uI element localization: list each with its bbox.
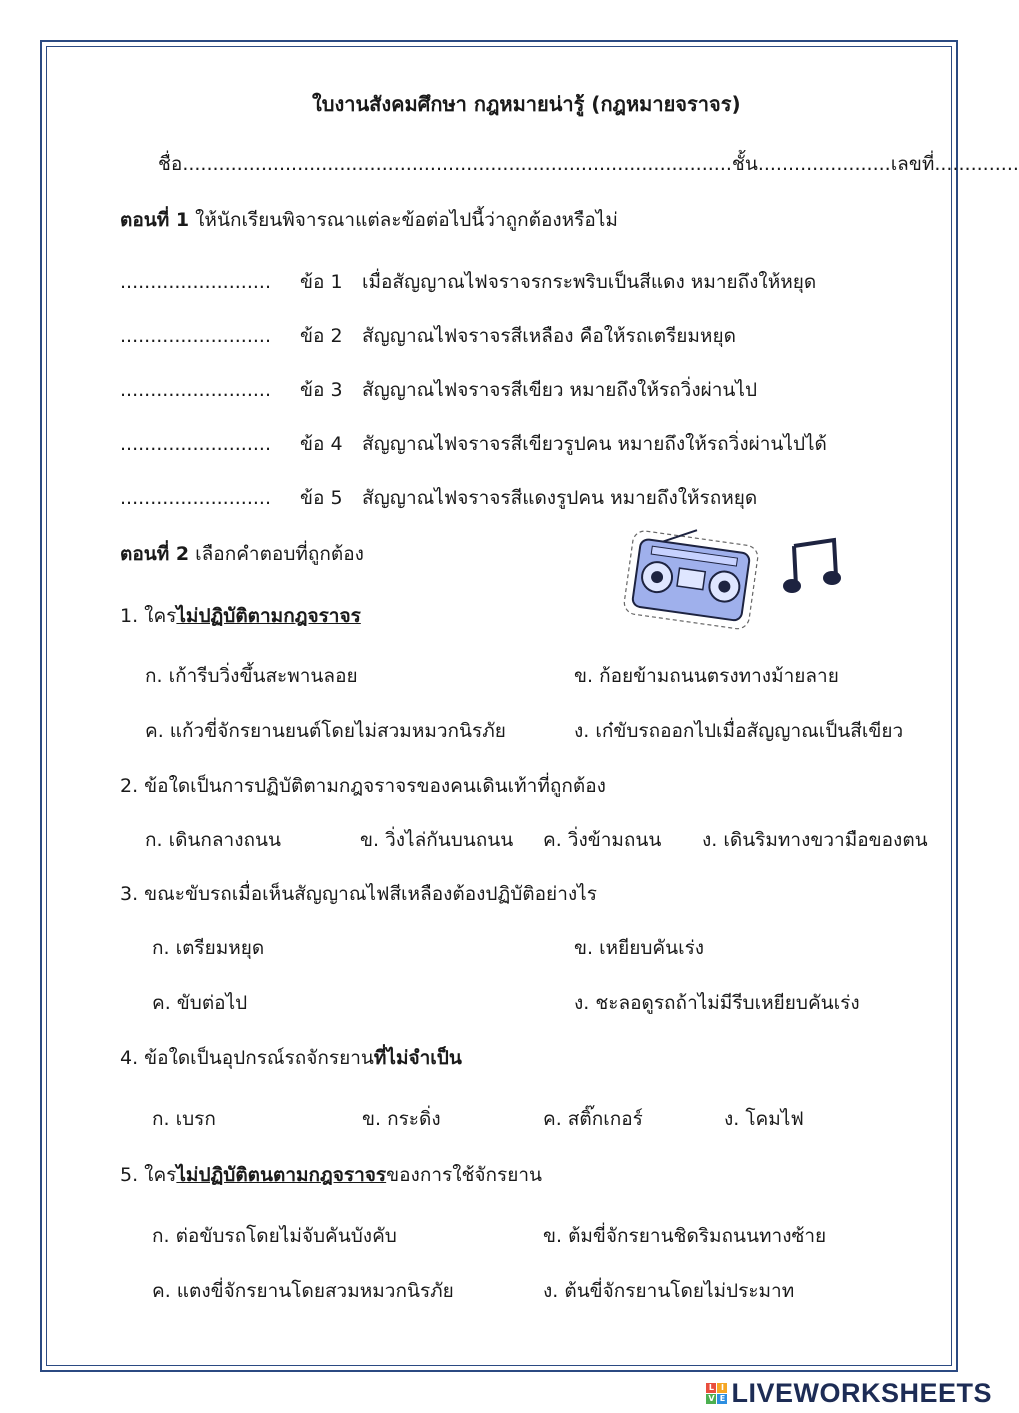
radio-sticker-icon	[618, 522, 766, 638]
answer-blank[interactable]: .........................	[120, 379, 271, 401]
music-note-icon	[776, 536, 848, 600]
worksheet-title: ใบงานสังคมศึกษา กฎหมายน่ารู้ (กฎหมายจราจร)	[312, 92, 741, 116]
choice-option[interactable]: ค. แตงขี่จักรยานโดยสวมหมวกนิรภัย	[152, 1280, 454, 1302]
item-label: ข้อ 1	[300, 271, 343, 293]
item-label: ข้อ 2	[300, 325, 343, 347]
choice-option[interactable]: ก. เตรียมหยุด	[152, 937, 265, 959]
part1-instruction: ให้นักเรียนพิจารณาแต่ละข้อต่อไปนี้ว่าถูกต้องหรือไม่	[195, 209, 618, 231]
part1-heading: ตอนที่ 1	[120, 209, 190, 231]
part2-heading: ตอนที่ 2	[120, 543, 190, 565]
question-5	[120, 1163, 542, 1187]
name-blank[interactable]: ...........................................................................................	[182, 153, 732, 175]
class-blank[interactable]: ......................	[757, 153, 891, 175]
choice-option[interactable]: ค. สติ๊กเกอร์	[543, 1108, 643, 1130]
choice-option[interactable]: ก. เก้ารีบวิ่งขึ้นสะพานลอย	[145, 665, 358, 687]
choice-option[interactable]: ข. ก้อยข้ามถนนตรงทางม้ายลาย	[574, 665, 839, 687]
question-4	[120, 1046, 462, 1070]
choice-option[interactable]: ข. กระดิ่ง	[362, 1108, 441, 1130]
item-statement: สัญญาณไฟจราจรสีเขียวรูปคน หมายถึงให้รถวิ่งผ่านไปได้	[362, 433, 827, 455]
choice-option[interactable]: ง. เก๋ขับรถออกไปเมื่อสัญญาณเป็นสีเขียว	[574, 720, 904, 742]
choice-option[interactable]: ข. เหยียบคันเร่ง	[574, 937, 705, 959]
brand-logo-icon: L I V E	[706, 1383, 727, 1404]
item-label: ข้อ 3	[300, 379, 343, 401]
item-label: ข้อ 5	[300, 487, 343, 509]
answer-blank[interactable]: .........................	[120, 487, 271, 509]
class-label: ชั้น	[731, 153, 758, 175]
question-emphasis: ไม่ปฏิบัติตนตามกฎจราจร	[176, 1164, 387, 1186]
choice-option[interactable]: ข. ต้มขี่จักรยานชิดริมถนนทางซ้าย	[543, 1225, 827, 1247]
choice-option[interactable]: ค. ขับต่อไป	[152, 992, 248, 1014]
answer-blank[interactable]: .........................	[120, 271, 271, 293]
answer-blank[interactable]: .........................	[120, 325, 271, 347]
question-3: 3. ขณะขับรถเมื่อเห็นสัญญาณไฟสีเหลืองต้องปฏิบัติอย่างไร	[120, 883, 597, 905]
item-statement: เมื่อสัญญาณไฟจราจรกระพริบเป็นสีแดง หมายถึงให้หยุด	[362, 271, 817, 293]
number-blank[interactable]: ..............	[934, 153, 1019, 175]
part2-instruction: เลือกคำตอบที่ถูกต้อง	[195, 543, 364, 565]
name-label: ชื่อ	[158, 153, 183, 175]
liveworksheets-brand	[706, 1378, 992, 1409]
answer-blank[interactable]: .........................	[120, 433, 271, 455]
question-text: 1. ใคร	[120, 605, 177, 627]
item-statement: สัญญาณไฟจราจรสีเหลือง คือให้รถเตรียมหยุด	[362, 325, 736, 347]
question-text: 5. ใคร	[120, 1164, 177, 1186]
part1-header	[120, 208, 618, 232]
brand-text: LIVEWORKSHEETS	[731, 1378, 992, 1408]
question-2: 2. ข้อใดเป็นการปฏิบัติตามกฎจราจรของคนเดินเท้าที่ถูกต้อง	[120, 775, 606, 797]
name-line	[158, 152, 1019, 176]
choice-option[interactable]: ค. แก้วขี่จักรยานยนต์โดยไม่สวมหมวกนิรภัย	[145, 720, 506, 742]
choice-option[interactable]: ง. เดินริมทางขวามือของตน	[702, 829, 928, 851]
part2-header	[120, 542, 364, 566]
question-emphasis: ที่ไม่จำเป็น	[373, 1047, 462, 1069]
choice-option[interactable]: ข. วิ่งไล่กันบนถนน	[360, 829, 514, 851]
choice-option[interactable]: ก. ต่อขับรถโดยไม่จับคันบังคับ	[152, 1225, 397, 1247]
number-label: เลขที่	[890, 153, 935, 175]
choice-option[interactable]: ก. เบรก	[152, 1108, 216, 1130]
question-text: 4. ข้อใดเป็นอุปกรณ์รถจักรยาน	[120, 1047, 374, 1069]
choice-option[interactable]: ง. ชะลอดูรถถ้าไม่มีรีบเหยียบคันเร่ง	[574, 992, 860, 1014]
question-text-tail: ของการใช้จักรยาน	[386, 1164, 542, 1186]
question-emphasis: ไม่ปฏิบัติตามกฎจราจร	[176, 605, 361, 627]
choice-option[interactable]: ค. วิ่งข้ามถนน	[543, 829, 662, 851]
item-label: ข้อ 4	[300, 433, 343, 455]
choice-option[interactable]: ง. ต้นขี่จักรยานโดยไม่ประมาท	[543, 1280, 795, 1302]
item-statement: สัญญาณไฟจราจรสีเขียว หมายถึงให้รถวิ่งผ่านไป	[362, 379, 758, 401]
choice-option[interactable]: ง. โคมไฟ	[724, 1108, 804, 1130]
item-statement: สัญญาณไฟจราจรสีแดงรูปคน หมายถึงให้รถหยุด	[362, 487, 758, 509]
choice-option[interactable]: ก. เดินกลางถนน	[145, 829, 281, 851]
question-1	[120, 604, 361, 628]
